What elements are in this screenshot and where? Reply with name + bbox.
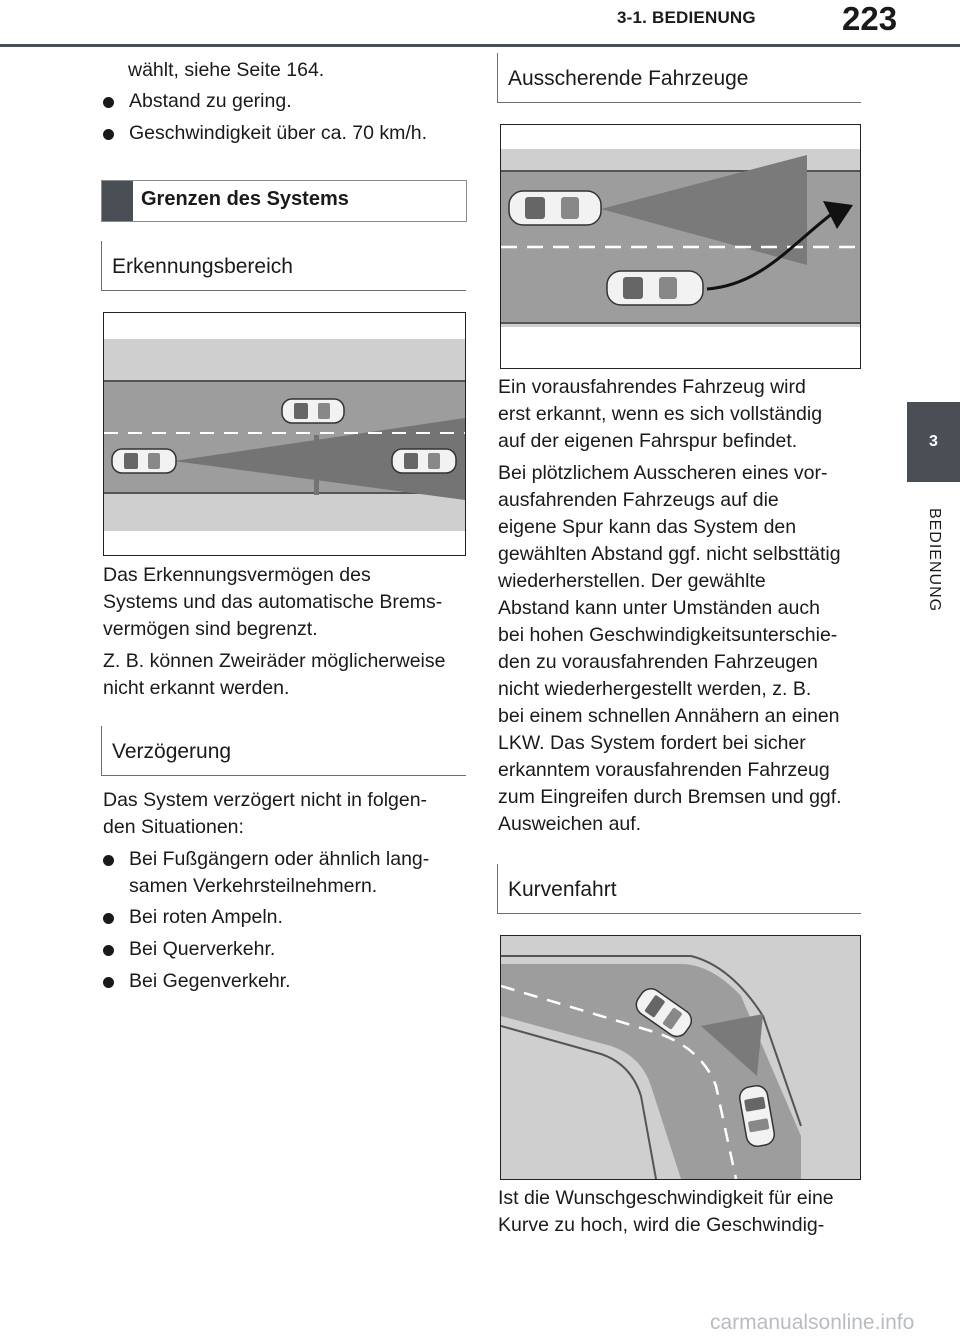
watermark: carmanualsonline.info — [710, 1311, 915, 1334]
text-line: bei hohen Geschwindigkeitsunterschie- — [498, 624, 838, 646]
car-icon — [282, 399, 344, 423]
bullet-icon — [103, 945, 114, 956]
text-line: erst erkannt, wenn es sich vollständig — [498, 403, 823, 425]
header-rule — [0, 44, 960, 47]
text-line: auf der eigenen Fahrspur befindet. — [498, 430, 798, 452]
paragraph — [498, 460, 842, 838]
chapter-tab-label-text: BEDIENUNG — [926, 507, 943, 613]
subheading-text: Ausscherende Fahrzeuge — [508, 67, 749, 90]
subheading-verzoegerung — [101, 726, 466, 776]
subheading-kurvenfahrt — [497, 864, 861, 914]
list-item-text: Bei roten Ampeln. — [129, 906, 283, 928]
paragraph — [103, 562, 442, 643]
paragraph — [103, 787, 427, 841]
text-line: Bei plötzlichem Ausscheren eines vor- — [498, 462, 828, 484]
paragraph — [498, 1185, 834, 1239]
text-line: Systems und das automatische Brems- — [103, 591, 443, 613]
page-number: 223 — [842, 0, 898, 37]
text-line: den zu vorausfahrenden Fahrzeugen — [498, 651, 818, 673]
bullet-icon — [103, 977, 114, 988]
paragraph — [103, 648, 445, 702]
text-line: gewählten Abstand ggf. nicht selbsttätig — [498, 543, 841, 565]
list-item-text: Abstand zu gering. — [129, 90, 292, 112]
text-line: nicht wiederhergestellt werden, z. B. — [498, 678, 812, 700]
car-icon — [509, 191, 601, 225]
subheading-erkennungsbereich — [101, 241, 466, 291]
paragraph — [498, 374, 822, 455]
subheading-text: Erkennungsbereich — [112, 255, 293, 278]
text-line: ausfahrenden Fahrzeugs auf die — [498, 489, 779, 511]
list-item-text: Geschwindigkeit über ca. 70 km/h. — [129, 122, 428, 144]
text-line: samen Verkehrsteilnehmern. — [129, 875, 378, 897]
car-icon — [112, 449, 176, 473]
car-icon — [392, 449, 456, 473]
text-line: den Situationen: — [103, 816, 244, 838]
list-item-text: Bei Querverkehr. — [129, 938, 276, 960]
text-line: nicht erkannt werden. — [103, 677, 290, 699]
subheading-text: Kurvenfahrt — [508, 878, 617, 901]
section-heading-text: Grenzen des Systems — [141, 188, 349, 210]
list-item-text: Bei Gegenverkehr. — [129, 970, 291, 992]
text-line: Abstand kann unter Umständen auch — [498, 597, 820, 619]
bullet-icon — [103, 97, 114, 108]
figure-cutting-out-vehicles — [500, 124, 861, 369]
text-line: LKW. Das System fordert bei sicher — [498, 732, 806, 754]
bullet-icon — [103, 855, 114, 866]
text-line: Das Erkennungsvermögen des — [103, 564, 371, 586]
chapter-tab-label — [908, 490, 960, 630]
text-line: Ein vorausfahrendes Fahrzeug wird — [498, 376, 806, 398]
text-line: wiederherstellen. Der gewählte — [498, 570, 766, 592]
text-line: Kurve zu hoch, wird die Geschwindig- — [498, 1214, 825, 1236]
car-icon — [607, 271, 703, 305]
text-line: Ist die Wunschgeschwindigkeit für eine — [498, 1187, 834, 1209]
bullet-icon — [103, 913, 114, 924]
section-heading — [101, 180, 467, 222]
text-line: zum Eingreifen durch Bremsen und ggf. — [498, 786, 842, 808]
continuation-text: wählt, siehe Seite 164. — [128, 59, 325, 81]
figure-curve-driving — [500, 935, 861, 1180]
chapter-tab-number: 3 — [907, 402, 960, 482]
subheading-text: Verzögerung — [112, 740, 232, 763]
bullet-icon — [103, 129, 114, 140]
figure-detection-range — [103, 312, 466, 556]
text-line: Das System verzögert nicht in folgen- — [103, 789, 428, 811]
text-line: bei einem schnellen Annähern an einen — [498, 705, 840, 727]
text-line: eigene Spur kann das System den — [498, 516, 797, 538]
text-line: erkanntem vorausfahrenden Fahrzeug — [498, 759, 830, 781]
subheading-ausscherende-fahrzeuge — [497, 53, 861, 103]
text-line: Ausweichen auf. — [498, 813, 642, 835]
text-line: Bei Fußgängern oder ähnlich lang- — [129, 848, 430, 870]
text-line: Z. B. können Zweiräder möglicherweise — [103, 650, 446, 672]
list-item-text — [129, 846, 429, 900]
section-heading-bar — [102, 181, 133, 221]
text-line: vermögen sind begrenzt. — [103, 618, 318, 640]
section-title: 3-1. BEDIENUNG — [617, 8, 756, 27]
